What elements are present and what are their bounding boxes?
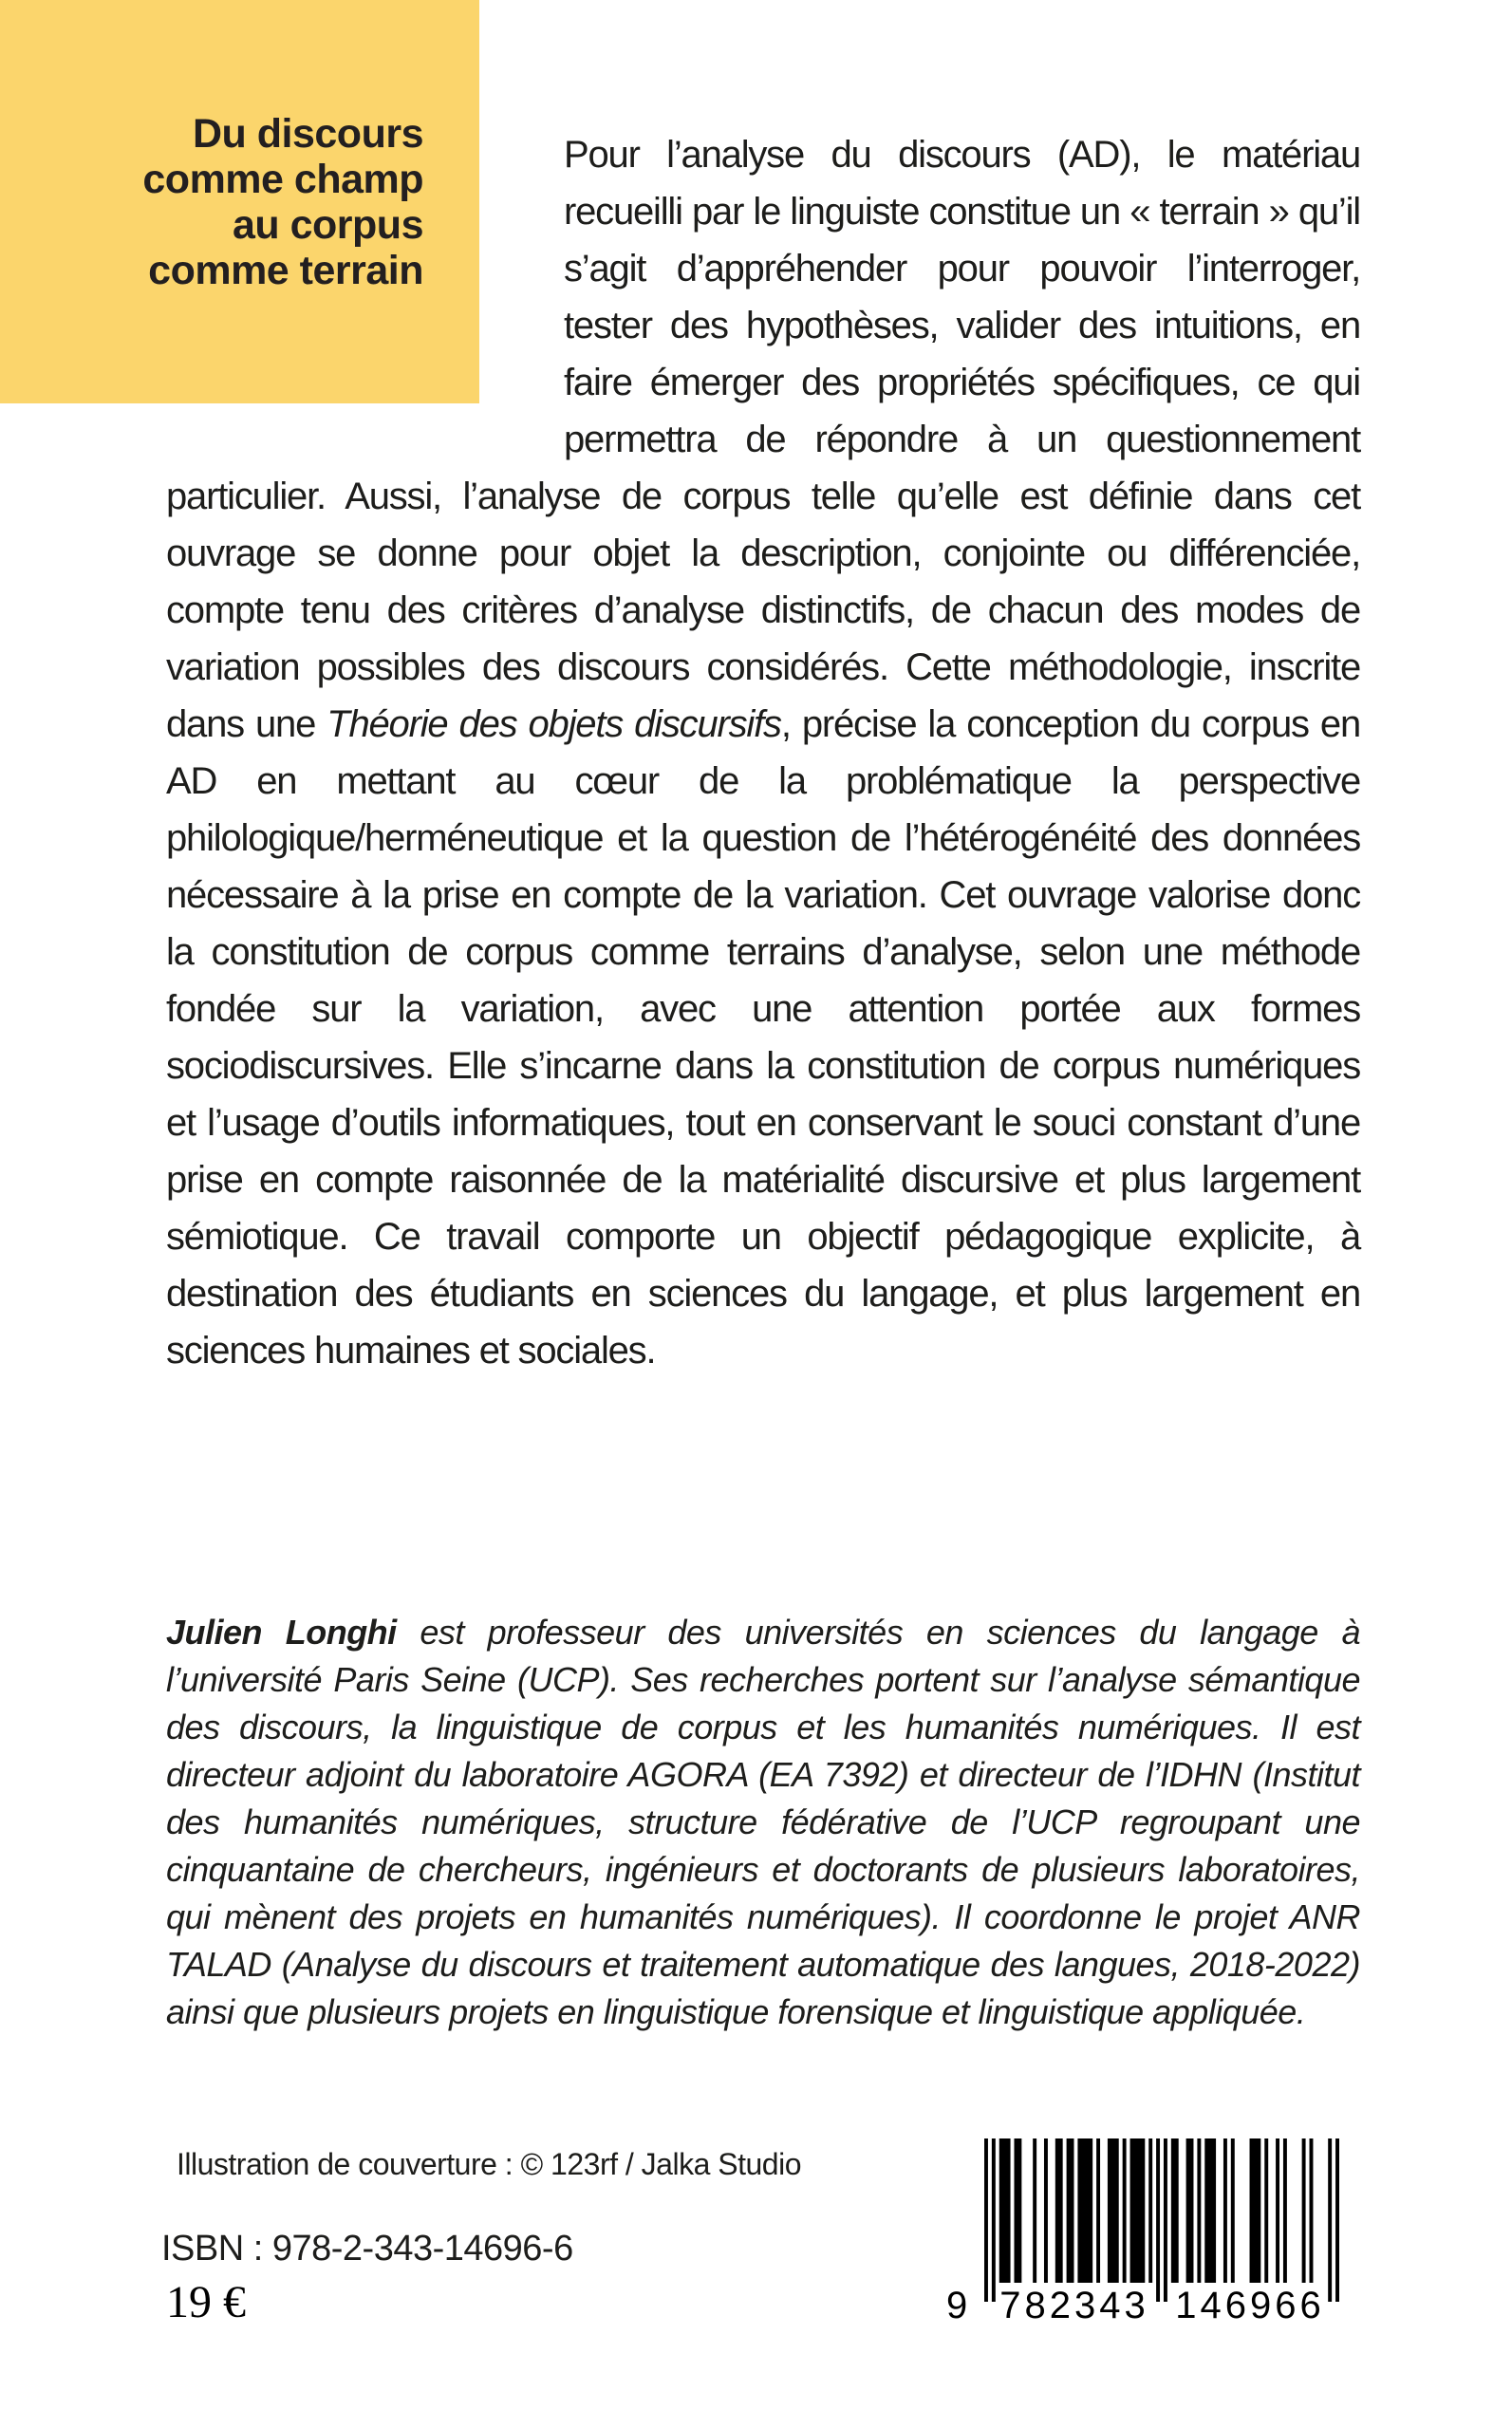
barcode-digits-group1: 782343 [999, 2285, 1149, 2326]
text-wrap-spacer [166, 126, 564, 439]
barcode-bars [984, 2138, 1339, 2305]
synopsis-text-end: , précise la conception du corpus en AD en mettant au cœur de la problématique la perspective philologique/herméneutique et la question de l’hétérogénéité des données nécessaire à la prise en compte de la variation. Cet ouvrage valorise donc la constitution de corpus comme terrains d’analyse, selon une méthode fondée sur la variation, avec une attention portée aux formes sociodiscursives. Elle s’incarne dans la constitution de corpus numériques et l’usage d’outils informatiques, tout en conservant le souci constant d’une prise en compte raisonnée de la matérialité discursive et plus largement sémiotique. Ce travail comporte un objectif pédagogique explicite, à destination des étudiants en sciences du langage, et plus largement en sciences humaines et sociales. [166, 703, 1360, 1372]
synopsis-text-start: Pour l’analyse du discours (AD), le matériau recueilli par le linguiste constitue un « terrain » qu’il s’agit d’appréhender pour pouvoir l’interroger, tester des hypothèses, valider des intuitions, en faire émerger des propriétés spécifiques, ce qui permettra de répondre à un questionnement particulier. Aussi, l’analyse de corpus telle qu’elle est définie dans cet ouvrage se donne pour objet la description, conjointe ou différenciée, compte tenu des critères d’analyse distinctifs, de chacun des modes de variation possibles des discours considérés. Cette méthodologie, inscrite dans une [166, 134, 1360, 745]
illustration-credit: Illustration de couverture : © 123rf / Jalka Studio [177, 2147, 801, 2181]
ean13-barcode [946, 2138, 1339, 2326]
barcode-digit-left: 9 [946, 2285, 968, 2326]
author-bio-paragraph [166, 1609, 1360, 2036]
synopsis-paragraph [166, 126, 1360, 1379]
isbn-label: ISBN : 978-2-343-14696-6 [161, 2229, 573, 2269]
title-line: comme terrain [148, 247, 423, 293]
title-line: Du discours [193, 110, 423, 157]
author-name: Julien Longhi [166, 1613, 397, 1652]
price-label: 19 € [166, 2277, 246, 2327]
author-bio-text: est professeur des universités en sciences du langage à l’université Paris Seine (UCP). Ses recherches portent sur l’analyse sémantique des discours, la linguistique de corpus et les humanités numériques. Il est directeur adjoint du laboratoire AGORA (EA 7392) et directeur de l’IDHN (Institut des humanités numériques, structure fédérative de l’UCP regroupant une cinquantaine de chercheurs, ingénieurs et doctorants de plusieurs laboratoires, qui mènent des projets en humanités numériques). Il coordonne le projet ANR TALAD (Analyse du discours et traitement automatique des langues, 2018-2022) ainsi que plusieurs projets en linguistique forensique et linguistique appliquée. [166, 1613, 1360, 2031]
title-line: comme champ [142, 156, 423, 202]
barcode-digits-group2: 146966 [1175, 2285, 1325, 2326]
referenced-work-title: Théorie des objets discursifs [327, 703, 781, 745]
title-line: au corpus [233, 201, 423, 248]
